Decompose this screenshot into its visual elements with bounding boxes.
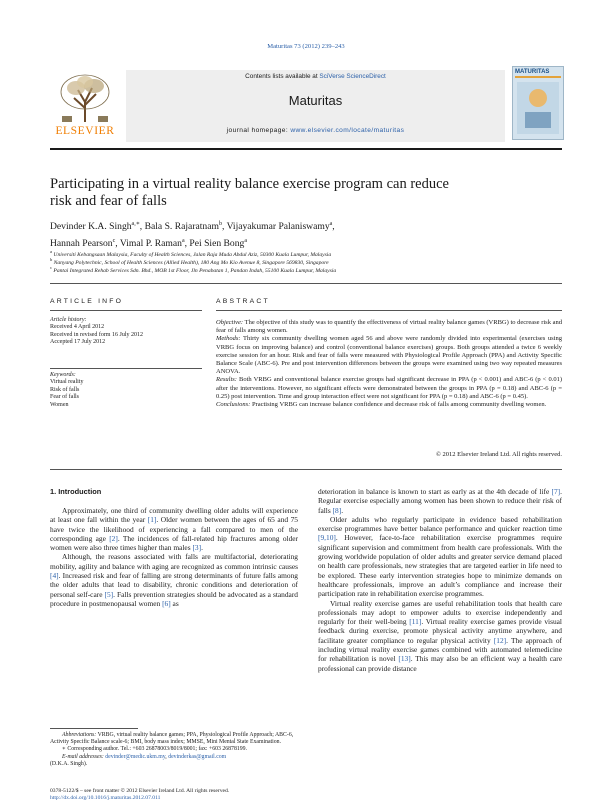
footnote-rule <box>50 728 138 729</box>
section-rule <box>50 283 562 284</box>
author-list: Devinder K.A. Singh$^{a,∗}$, Bala S. Rajaratnam$^b$, Vijayakumar Palaniswamy$^a$, Hannah Pearson$^c$, Vimal P. Raman$^a$, Pei Sien Bong$^a$ <box>50 221 335 250</box>
text-run: Approximately, one third of community dwelling older adults will experience at least one fall within the year <box>50 506 298 525</box>
sciencedirect-link[interactable]: SciVerse ScienceDirect <box>319 73 386 80</box>
email-note: E-mail addresses: devinder@medic.ukm.my, devinderkas@gmail.com <box>62 753 227 760</box>
text-run: . Virtual reality exercise games provide visual feedback during exercise, promote physical activity anytime anywhere, and facilitate greater compliance to regular physical activity <box>318 617 562 645</box>
paragraph <box>318 487 562 515</box>
history-label: Article history: <box>50 317 87 323</box>
abstract-body <box>216 319 562 409</box>
contents-line <box>126 73 505 80</box>
citation-link[interactable]: [1] <box>147 515 157 525</box>
text-run: Virtual reality exercise games are useful rehabilitation tools that health care professionals may adopt to empower adults to exercise independently and regularly for their well-being <box>318 598 562 627</box>
objective-text: The objective of this study was to quantify the effectiveness of virtual reality balance games (VRBG) to decrease risk and fear of falls among women. <box>216 319 562 335</box>
citation-link[interactable]: [2] <box>109 533 118 543</box>
citation-link[interactable]: [13] <box>398 654 411 664</box>
abbreviations-note: Abbreviations: VRBG, virtual reality balance games; PPA, Physiological Profile Approach; ABC-6, Activity Specific Balance scale-6; BMI, body mass index; MMSE, Mini Mental State Examination. <box>50 732 294 746</box>
text-run: . This may also be an efficient way a health care professional can provide distance <box>318 654 562 673</box>
abstract-heading: ABSTRACT <box>216 298 270 305</box>
text-run: . <box>201 543 203 553</box>
journal-reference[interactable]: Maturitas 73 (2012) 239–243 <box>267 43 345 50</box>
journal-cover <box>512 66 564 140</box>
abstract-copyright: © 2012 Elsevier Ireland Ltd. All rights reserved. <box>435 451 562 458</box>
elsevier-tree-icon <box>56 72 114 124</box>
objective-label: Objective: <box>216 319 244 326</box>
text-run: Although, the reasons associated with falls are multifactorial, deteriorating mobility, agility and balance with aging are recognized as common intrinsic causes <box>50 552 298 571</box>
author[interactable]: Vimal P. Raman$^a$ <box>119 238 185 250</box>
paragraph <box>50 506 298 552</box>
issn-line: 0378-5122/$ – see front matter © 2012 Elsevier Ireland Ltd. All rights reserved. <box>50 788 230 794</box>
paragraph <box>318 515 562 599</box>
author[interactable]: Pei Sien Bong$^a$ <box>189 238 247 250</box>
cover-stripe <box>515 76 561 78</box>
keywords <box>50 372 202 409</box>
citation-link[interactable]: [7] <box>551 487 561 496</box>
keyword: Risk of falls <box>50 386 80 393</box>
text-run: . Increased risk and fear of falling are strong determinants of future falls among the older adults that lead to disability, chronic conditions and deterioration of personal self-care <box>50 571 298 599</box>
article-history <box>50 317 202 347</box>
author[interactable]: Hannah Pearson$^c$ <box>50 238 116 250</box>
homepage-line <box>126 127 505 134</box>
homepage-prefix: journal homepage: <box>226 127 291 134</box>
body-rule <box>50 469 562 470</box>
footnotes <box>50 732 298 768</box>
conclusions-text: Practising VRBG can increase balance confidence and decrease risk of falls among community dwelling women. <box>251 401 547 409</box>
text-run: . <box>341 505 344 515</box>
author[interactable]: Vijayakumar Palaniswamy$^a$ <box>226 221 333 233</box>
article-title: Participating in a virtual reality balance exercise program can reduce risk and fear of falls <box>50 176 449 209</box>
publisher-name: ELSEVIER <box>55 125 115 137</box>
author[interactable]: Bala S. Rajaratnam$^b$ <box>144 221 222 233</box>
paragraph <box>50 552 298 608</box>
paragraph <box>318 599 562 673</box>
text-run: . The incidences of fall-related hip fractures among older women were also three times higher than males <box>50 533 299 553</box>
journal-title: Maturitas <box>288 93 343 108</box>
keyword: Fear of falls <box>50 394 79 401</box>
keyword: Women <box>50 401 69 408</box>
methods-text: Thirty six community dwelling women aged 56 and above were randomly divided into experimental (exercises using VRBG focus on improving balance) and control (conventional balance exercises) groups. Both groups attended a twice 6 weekly exercise session for an hour. Risk and fear of falls were measured with Physiological Profile Approach (PPA) and Activity Specific Balance Scale (ABC-6). Pre and post intervention differences between the groups were examined using two way repeated measures ANOVA. <box>216 335 562 376</box>
text-run: . Regular exercise especially among women has been shown to reduce their risk of falls <box>318 487 562 515</box>
text-run: . However, face-to-face rehabilitation exercise programmes require significant supervision and commitment from health care professionals. With the growing worldwide population of older adults and greater service demand placed on health care professionals, new strategies that are targeted earlier in life need to be explored. These early intervention strategies hope to minimize demands on healthcare professionals, improve an adult’s compliance and increase their participation rate in rehabilitation exercise programmes. <box>318 533 562 599</box>
text-run: . Older women between the ages of 65 and 75 have twice the likelihood of experiencing a fall compared to men of the corresponding age <box>50 515 299 543</box>
keywords-label: Keywords: <box>50 372 76 378</box>
header-rule <box>50 148 562 150</box>
text-run: Older adults who regularly participate in evidence based rehabilitation exercise programmes have better balance performance and quicker reaction time <box>318 514 562 534</box>
history-item: Received in revised form 16 July 2012 <box>50 331 143 338</box>
citation-link[interactable]: [5] <box>104 589 114 599</box>
homepage-link[interactable]: www.elsevier.com/locate/maturitas <box>290 127 405 134</box>
affiliation: $^c$ Pantai Integrated Rehab Services Sdn. Bhd., MOB 1st Floor, Jln Penabatan 1, Pandan Indah, 55100 Kuala Lumpur, Malaysia <box>50 265 337 274</box>
cover-title: MATURITAS <box>515 69 550 75</box>
history-item: Received 4 April 2012 <box>50 324 105 331</box>
results-label: Results: <box>216 376 237 384</box>
right-column <box>318 487 562 673</box>
results-text: Both VRBG and conventional balance exercise groups had significant decrease in PPA (p < 0.001) and ABC-6 (p < 0.01) after the interventions. However, no significant effects were demonstrated between the groups in PPA (p = 0.18) and ABC-6 (p = 0.25) post intervention. Time and group interaction effect were not significant for PPA (p = 0.18) and ABC-6 (p = 0.45). <box>216 376 562 400</box>
keyword: Virtual reality <box>50 379 84 386</box>
text-run: . Falls prevention strategies should be advocated as a standard procedure in postmenopausal women <box>50 589 298 608</box>
citation-link[interactable]: [12] <box>493 635 507 645</box>
abstract-rule <box>216 310 562 311</box>
text-run: . The approach of including virtual reality exercise games combined with automated telemedicine for rehabilitation is novel <box>318 635 562 664</box>
email-owner: (D.K.A. Singh). <box>50 760 88 767</box>
methods-label: Methods: <box>216 335 241 343</box>
email-link[interactable]: devinder@medic.ukm.my <box>105 753 166 760</box>
text-run: as <box>170 598 179 608</box>
citation-link[interactable]: [6] <box>162 598 171 608</box>
conclusions-label: Conclusions: <box>216 401 251 409</box>
citation-link[interactable]: [3] <box>192 543 202 553</box>
left-column <box>50 506 298 608</box>
affiliation: $^a$ Universiti Kebangsaan Malaysia, Faculty of Health Sciences, Jalan Raja Muda Abdul Aziz, 50300 Kuala Lumpur, Malaysia <box>50 249 332 258</box>
history-item: Accepted 17 July 2012 <box>50 339 106 346</box>
citation-link[interactable]: [4] <box>50 571 59 581</box>
publisher-logo <box>50 70 120 142</box>
citation-link[interactable]: [8] <box>332 505 342 515</box>
article-info-heading: ARTICLE INFO <box>50 298 124 305</box>
keywords-rule <box>50 368 202 369</box>
article-info-rule <box>50 310 202 311</box>
citation-link[interactable]: [9,10] <box>318 533 336 543</box>
cover-figure-icon <box>517 82 559 134</box>
doi-link[interactable]: http://dx.doi.org/10.1016/j.maturitas.2012.07.011 <box>50 795 161 802</box>
contents-prefix: Contents lists available at <box>245 73 320 80</box>
author[interactable]: Devinder K.A. Singh$^{a,∗}$ <box>50 221 140 233</box>
corresponding-author-note: ∗ Corresponding author. Tel.: +603 26878003/8019/8001; fax: +603 26878199. <box>62 746 247 753</box>
section-heading: 1. Introduction <box>50 487 102 496</box>
citation-link[interactable]: [11] <box>409 617 422 627</box>
text-run: deterioration in balance is known to start as early as at the 4th decade of life <box>318 487 552 496</box>
affiliation: $^b$ Nanyang Polytechnic, School of Health Sciences (Allied Health), 180 Ang Mo Kio Avenue 8, Singapore 569830, Singapore <box>50 257 329 266</box>
email-link[interactable]: devinderkas@gmail.com <box>168 753 227 760</box>
issn-block <box>50 788 310 802</box>
